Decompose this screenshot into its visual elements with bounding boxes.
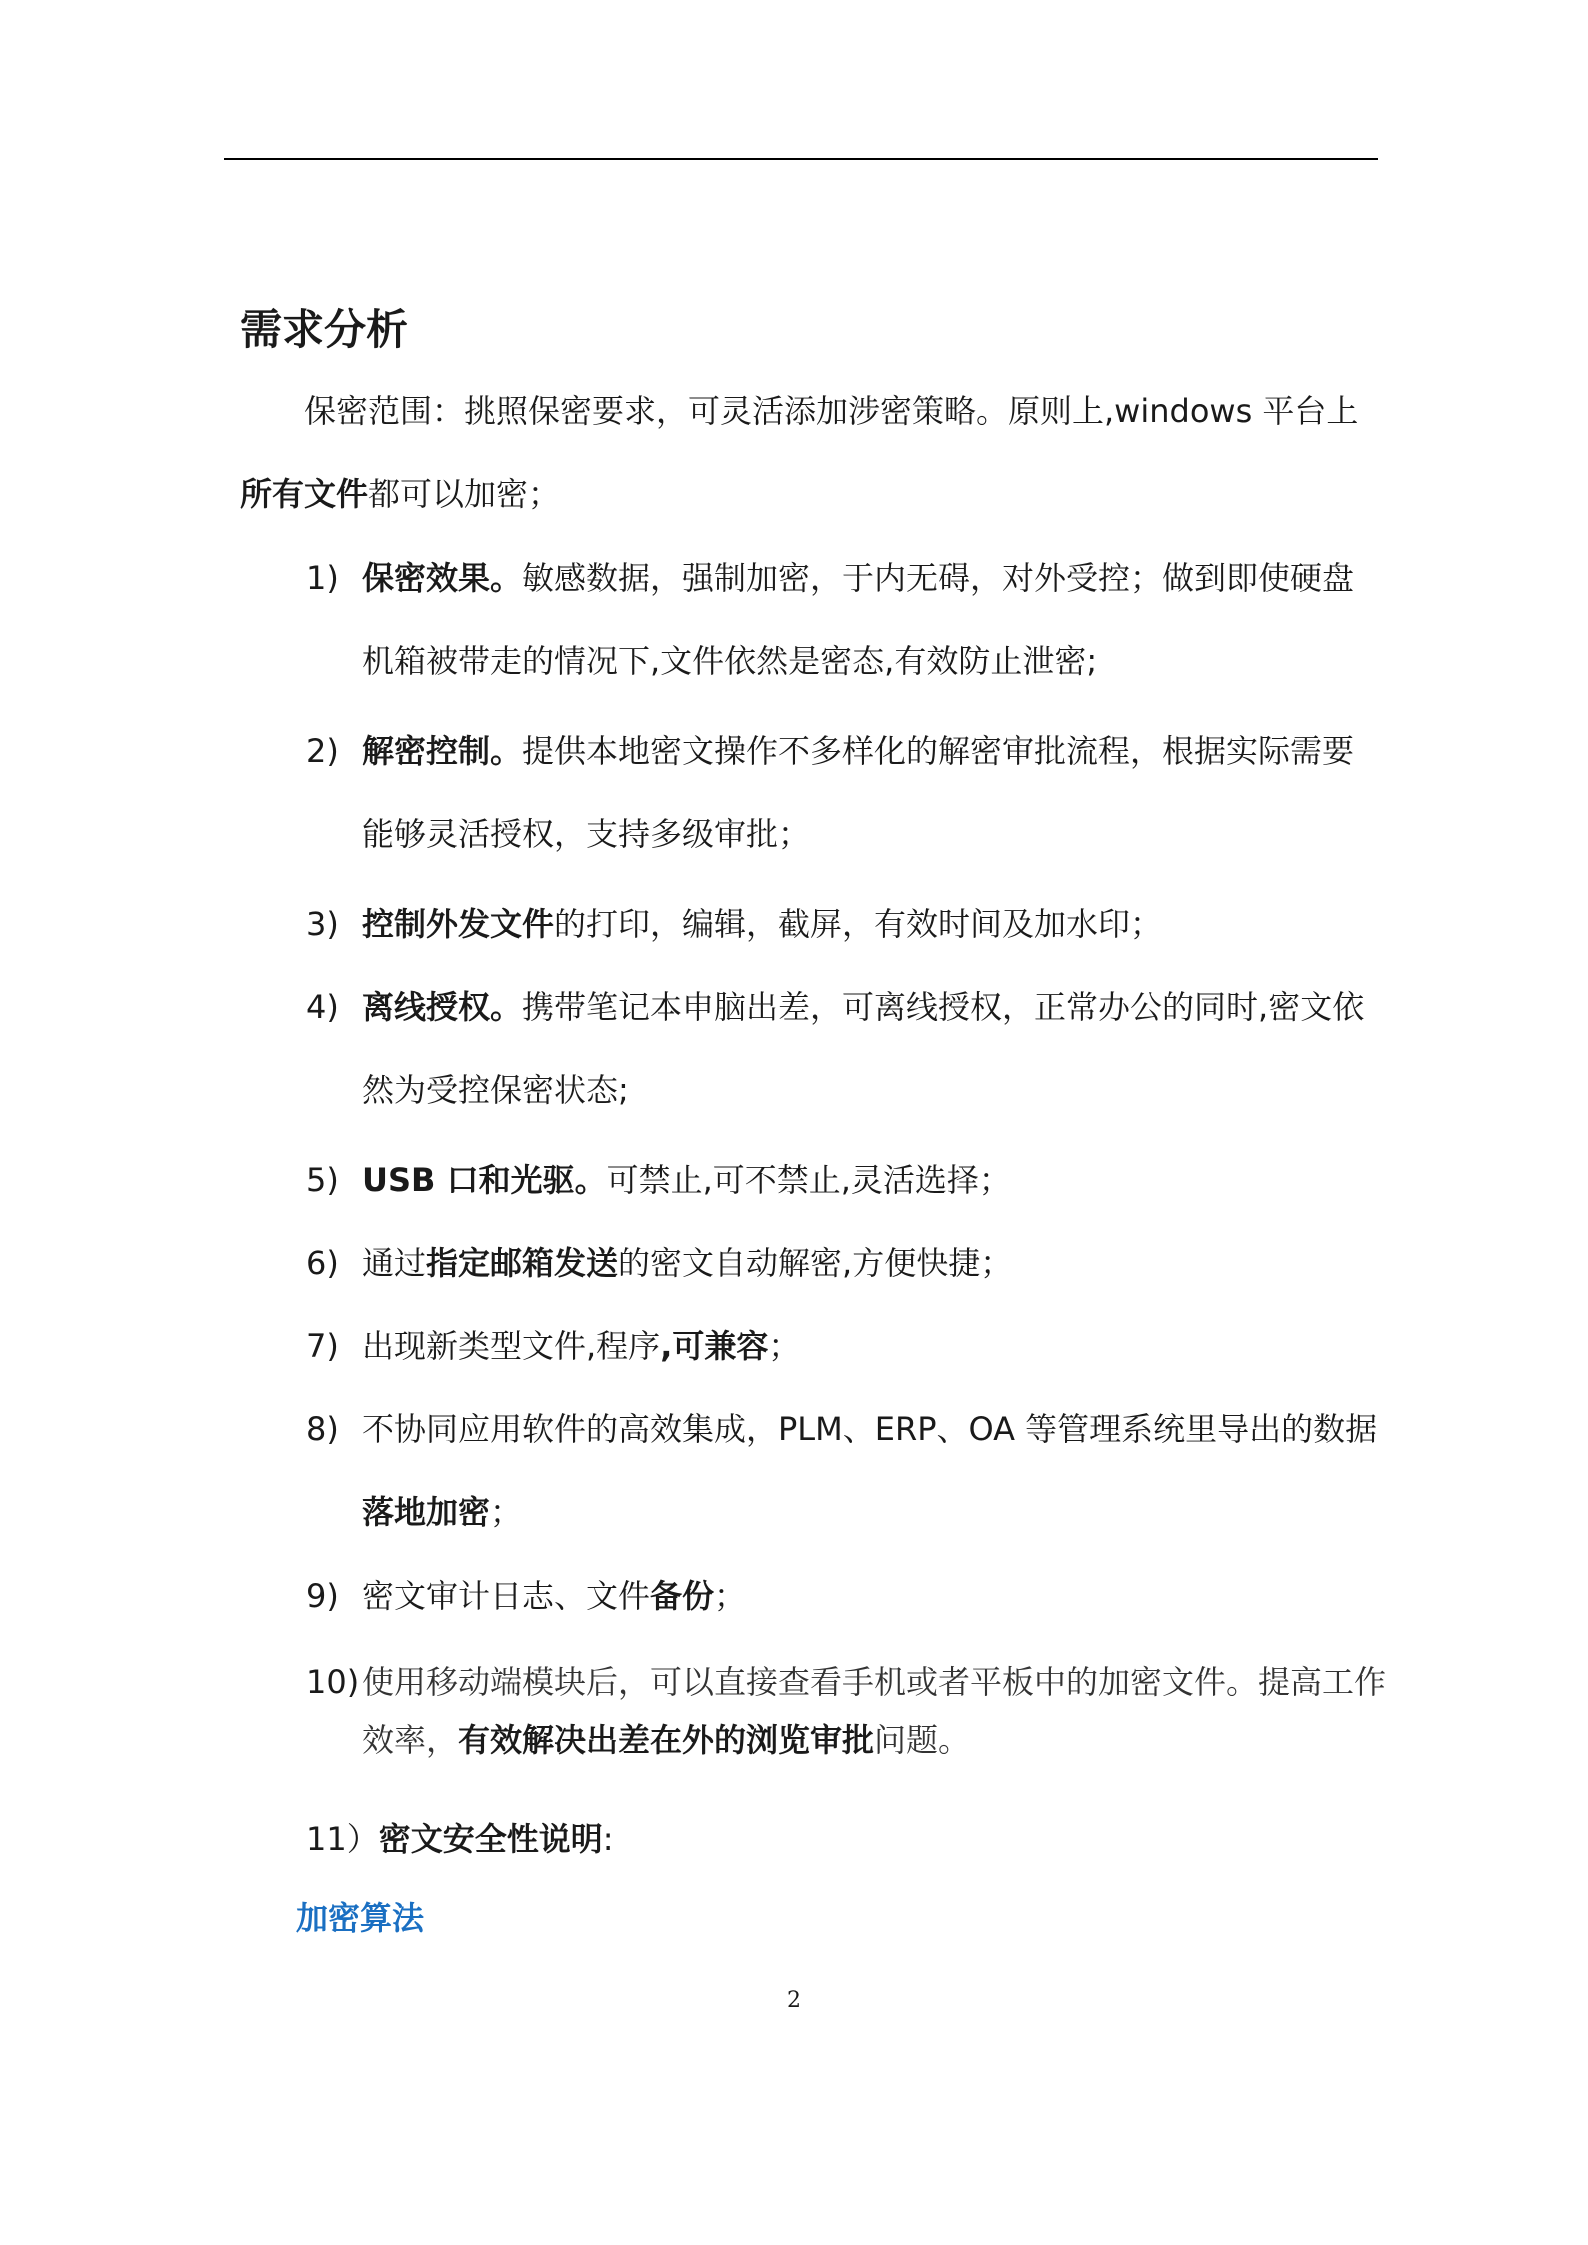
item-pre: 使用移动端模块后，可以直接查看手机或者平板中的加密文件。提高工作效率， [362,1663,1387,1759]
item-bold: 保密效果。 [362,559,523,597]
item-bold: 密文安全性说明 [378,1820,603,1858]
item-bold: USB 口和光驱。 [362,1161,607,1199]
list-item [306,710,1386,876]
item-bold: 指定邮箱发送 [426,1244,619,1282]
list-item [306,1305,1386,1388]
item-bold: ,可兼容 [660,1327,769,1365]
item-text: ； [768,1327,801,1365]
item-number: 7) [306,1327,339,1365]
item-number: 3) [306,905,339,943]
item-bold: 落地加密 [362,1493,491,1531]
item-text: ； [714,1577,747,1615]
item-number: 10) [306,1663,360,1701]
item-number: 5) [306,1161,339,1199]
item-text: 问题。 [874,1721,971,1759]
item-number: 8) [306,1410,339,1448]
item-bold: 解密控制。 [362,732,523,770]
section-heading: 需求分析 [240,305,409,354]
item-bold: 有效解决出差在外的浏览审批 [458,1721,875,1759]
item-text: ； [490,1493,523,1531]
header-rule [224,158,1378,160]
list-item [306,537,1386,703]
item-number: 2) [306,732,339,770]
item-number: 9) [306,1577,339,1615]
list-item [306,1222,1386,1305]
intro-bold: 所有文件 [240,475,369,513]
item-bold: 离线授权。 [362,988,523,1026]
item-text: 可禁止,可不禁止,灵活选择； [606,1161,1011,1199]
item-bold: 备份 [650,1577,715,1615]
item-number: 6) [306,1244,339,1282]
list-item [306,883,1386,966]
list-item [306,966,1386,1132]
page-number: 2 [787,1988,801,2013]
list-item [306,1555,1386,1638]
item-number: 11） [306,1820,379,1858]
list-item [306,1798,1386,1881]
item-number: 1) [306,559,339,597]
item-number: 4) [306,988,339,1026]
item-pre: 出现新类型文件,程序 [362,1327,661,1365]
subsection-heading: 加密算法 [296,1899,425,1937]
item-text: 的打印，编辑，截屏，有效时间及加水印； [554,905,1163,943]
intro-rest: 都可以加密； [368,475,561,513]
list-item [306,1388,1386,1554]
item-bold: 控制外发文件 [362,905,555,943]
item-text: : [602,1820,614,1858]
item-text: 提供本地密文操作不多样化的解密审批流程，根据实际需要能够灵活授权，支持多级审批； [362,732,1355,853]
list-item [306,1653,1386,1769]
item-text: 的密文自动解密,方便快捷； [618,1244,1013,1282]
intro-paragraph [240,370,1370,536]
item-pre: 通过 [362,1244,427,1282]
intro-line1: 保密范围：挑照保密要求，可灵活添加涉密策略。原则上,windows 平台上 [304,392,1359,430]
item-text: 携带笔记本申脑出差，可离线授权，正常办公的同时,密文依然为受控保密状态; [362,988,1365,1109]
item-text: 敏感数据，强制加密，于内无碍，对外受控；做到即使硬盘机箱被带走的情况下,文件依然是密态,有效防止泄密; [362,559,1355,680]
item-pre: 不协同应用软件的高效集成，PLM、ERP、OA 等管理系统里导出的数据 [362,1410,1378,1448]
item-pre: 密文审计日志、文件 [362,1577,651,1615]
list-item [306,1139,1386,1222]
